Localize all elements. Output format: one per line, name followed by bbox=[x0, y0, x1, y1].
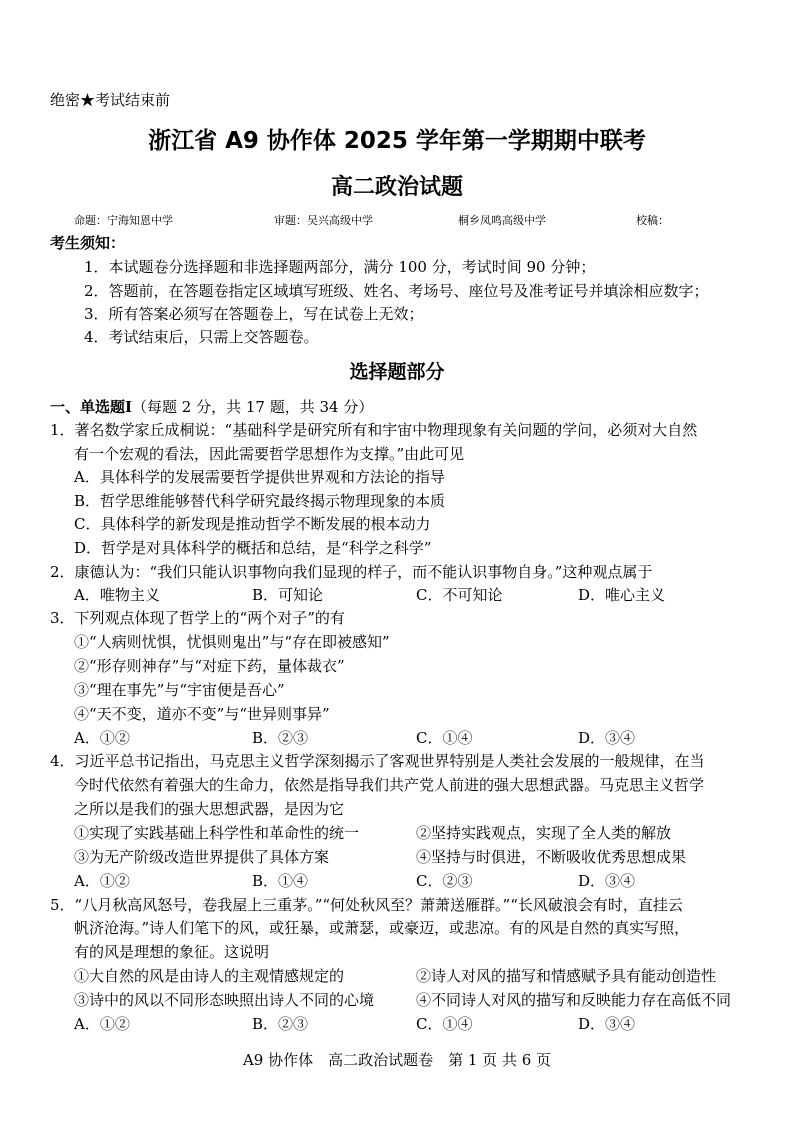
q4-stem-line: 4．习近平总书记指出，马克思主义哲学深刻揭示了客观世界特别是人类社会发展的一般规律，在当 bbox=[50, 752, 705, 770]
q2-stem: 2．康德认为：“我们只能认识事物向我们显现的样子，而不能认识事物自身。”这种观点属于 bbox=[50, 563, 653, 581]
page-footer: A9 协作体 高二政治试题卷 第 1 页 共 6 页 bbox=[242, 1051, 552, 1069]
q1-option-c: C．具体科学的新发现是推动哲学不断发展的根本动力 bbox=[74, 515, 431, 533]
q2-option-c: C．不可知论 bbox=[416, 586, 503, 604]
q1-stem-line: 有一个宏观的看法，因此需要哲学思想作为支撑。”由此可见 bbox=[74, 445, 465, 463]
q4-stem-line: 今时代依然有着强大的生命力，依然是指导我们共产党人前进的强大思想武器。马克思主义哲学 bbox=[74, 776, 705, 794]
notice-heading: 考生须知： bbox=[50, 234, 126, 252]
q4-statement-3: ③为无产阶级改造世界提供了具体方案 bbox=[74, 848, 330, 866]
q5-option-c: C．①④ bbox=[416, 1015, 473, 1033]
notice-item: 3．所有答案必须写在答题卷上，写在试卷上无效； bbox=[84, 305, 424, 323]
q4-option-d: D．③④ bbox=[578, 872, 636, 890]
q5-statement-3: ③诗中的风以不同形态映照出诗人不同的心境 bbox=[74, 991, 375, 1009]
q2-option-a: A．唯物主义 bbox=[74, 586, 160, 604]
q5-statement-1: ①大自然的风是由诗人的主观情感规定的 bbox=[74, 967, 345, 985]
notice-item: 1．本试题卷分选择题和非选择题两部分，满分 100 分，考试时间 90 分钟； bbox=[84, 258, 596, 276]
q3-option-d: D．③④ bbox=[578, 729, 636, 747]
q5-statement-2: ②诗人对风的描写和情感赋予具有能动创造性 bbox=[416, 967, 717, 985]
q2-option-b: B．可知论 bbox=[252, 586, 324, 604]
q1-option-d: D．哲学是对具体科学的概括和总结，是“科学之科学” bbox=[74, 539, 432, 557]
q4-option-a: A．①② bbox=[74, 872, 130, 890]
q5-statement-4: ④不同诗人对风的描写和反映能力存在高低不同 bbox=[416, 991, 732, 1009]
q5-stem-line: 帆济沧海。”诗人们笔下的风，或狂暴，或萧瑟，或豪迈，或悲凉。有的风是自然的真实写照， bbox=[74, 919, 690, 937]
notice-item: 4．考试结束后，只需上交答题卷。 bbox=[84, 328, 319, 346]
part-note: （每题 2 分，共 17 题，共 34 分） bbox=[132, 398, 374, 416]
q1-stem-line: 1．著名数学家丘成桐说：“基础科学是研究所有和宇宙中物理现象有关问题的学问，必须对大自然 bbox=[50, 421, 698, 439]
credit-reviewer-2: 桐乡凤鸣高级中学 bbox=[458, 214, 546, 227]
q3-option-b: B．②③ bbox=[252, 729, 309, 747]
q5-stem-line: 5．“八月秋高风怒号，卷我屋上三重茅。”“何处秋风至？萧萧送雁群。”“长风破浪会有时，直挂云 bbox=[50, 896, 683, 914]
q5-stem-line: 有的风是理想的象征。这说明 bbox=[74, 943, 270, 961]
q3-statement-4: ④“天不变，道亦不变”与“世异则事异” bbox=[74, 705, 330, 723]
q3-stem: 3．下列观点体现了哲学上的“两个对子”的有 bbox=[50, 609, 345, 627]
exam-title: 浙江省 A9 协作体 2025 学年第一学期期中联考 bbox=[148, 128, 646, 154]
q3-statement-2: ②“形存则神存”与“对症下药，量体裁衣” bbox=[74, 657, 345, 675]
q3-statement-3: ③“理在事先”与“宇宙便是吾心” bbox=[74, 681, 285, 699]
q5-option-d: D．③④ bbox=[578, 1015, 636, 1033]
q4-statement-1: ①实现了实践基础上科学性和革命性的统一 bbox=[74, 824, 360, 842]
q3-option-c: C．①④ bbox=[416, 729, 473, 747]
credit-reviewer: 审题：吴兴高级中学 bbox=[274, 214, 373, 227]
part-label: 一、单选题Ⅰ bbox=[50, 398, 133, 416]
credit-setter: 命题：宁海知恩中学 bbox=[74, 214, 173, 227]
notice-item: 2．答题前，在答题卷指定区域填写班级、姓名、考场号、座位号及准考证号并填涂相应数字； bbox=[84, 282, 709, 300]
q4-statement-4: ④坚持与时俱进，不断吸收优秀思想成果 bbox=[416, 848, 687, 866]
q4-stem-line: 之所以是我们的强大思想武器，是因为它 bbox=[74, 800, 345, 818]
q5-option-a: A．①② bbox=[74, 1015, 130, 1033]
q3-option-a: A．①② bbox=[74, 729, 130, 747]
part-heading bbox=[50, 396, 373, 419]
q1-option-b: B．哲学思维能够替代科学研究最终揭示物理现象的本质 bbox=[74, 492, 446, 510]
q3-statement-1: ①“人病则忧惧，忧惧则鬼出”与“存在即被感知” bbox=[74, 633, 390, 651]
q2-option-d: D．唯心主义 bbox=[578, 586, 666, 604]
paper-subtitle: 高二政治试题 bbox=[330, 175, 463, 200]
q1-option-a: A．具体科学的发展需要哲学提供世界观和方法论的指导 bbox=[74, 468, 445, 486]
q5-option-b: B．②③ bbox=[252, 1015, 309, 1033]
q4-statement-2: ②坚持实践观点，实现了全人类的解放 bbox=[416, 824, 672, 842]
secret-label: 绝密★考试结束前 bbox=[50, 91, 171, 109]
q4-option-c: C．②③ bbox=[416, 872, 473, 890]
q4-option-b: B．①④ bbox=[252, 872, 309, 890]
section-title: 选择题部分 bbox=[349, 361, 445, 383]
credit-proof: 校稿： bbox=[636, 214, 669, 227]
